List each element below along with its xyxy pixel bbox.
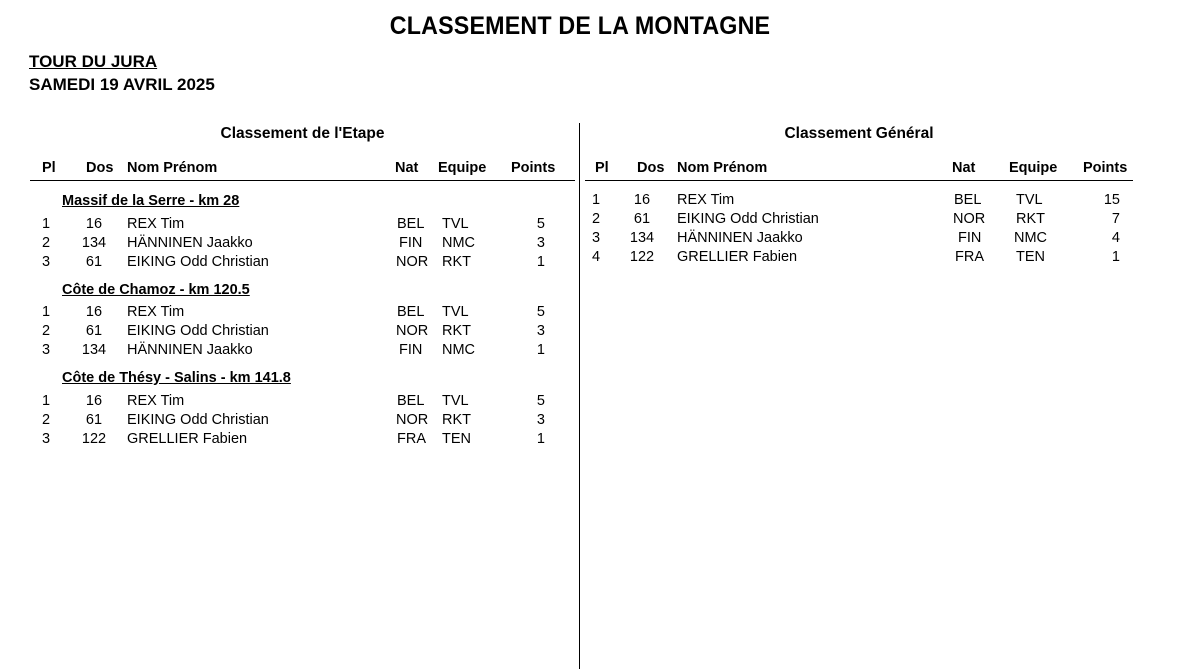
general-col-points: Points [1083, 160, 1128, 176]
result-nat: NOR [396, 254, 429, 270]
panel-divider [579, 123, 580, 669]
general-nat: BEL [954, 192, 982, 208]
general-nat: FIN [958, 230, 982, 246]
result-dos: 61 [85, 323, 103, 339]
stage-col-team: Equipe [438, 160, 487, 176]
result-nat: BEL [397, 216, 425, 232]
result-pl: 2 [42, 235, 51, 251]
result-name: REX Tim [127, 216, 185, 232]
general-header-divider [585, 180, 1133, 181]
result-points: 5 [536, 393, 545, 409]
result-name: HÄNNINEN Jaakko [127, 235, 253, 251]
result-dos: 16 [85, 304, 103, 320]
result-dos: 122 [81, 431, 107, 447]
result-nat: FRA [397, 431, 426, 447]
result-pl: 1 [42, 393, 51, 409]
result-nat: NOR [396, 412, 429, 428]
result-nat: FIN [399, 342, 423, 358]
result-name: EIKING Odd Christian [127, 323, 269, 339]
general-points: 15 [1103, 192, 1120, 208]
result-dos: 134 [81, 235, 107, 251]
stage-col-name: Nom Prénom [127, 160, 218, 176]
result-team: TVL [442, 393, 469, 409]
result-team: TVL [442, 216, 469, 232]
result-nat: BEL [397, 304, 425, 320]
general-classification-title: Classement Général [784, 125, 934, 142]
climb-heading: Côte de Chamoz - km 120.5 [62, 282, 250, 298]
result-team: NMC [442, 342, 476, 358]
general-name: HÄNNINEN Jaakko [677, 230, 803, 246]
stage-col-nat: Nat [395, 160, 419, 176]
result-dos: 61 [85, 412, 103, 428]
result-pl: 2 [42, 323, 51, 339]
result-pl: 3 [42, 254, 51, 270]
result-nat: BEL [397, 393, 425, 409]
climb-heading: Massif de la Serre - km 28 [62, 193, 240, 209]
general-dos: 16 [633, 192, 651, 208]
general-name: GRELLIER Fabien [677, 249, 798, 265]
general-nat: NOR [953, 211, 986, 227]
page-title: CLASSEMENT DE LA MONTAGNE [389, 12, 771, 40]
result-points: 3 [536, 235, 545, 251]
result-pl: 3 [42, 431, 51, 447]
result-pl: 3 [42, 342, 51, 358]
general-pl: 1 [592, 192, 601, 208]
result-name: HÄNNINEN Jaakko [127, 342, 253, 358]
result-team: TVL [442, 304, 469, 320]
general-col-name: Nom Prénom [677, 160, 768, 176]
result-name: REX Tim [127, 393, 185, 409]
result-points: 5 [536, 216, 545, 232]
general-team: TVL [1016, 192, 1043, 208]
climb-heading: Côte de Thésy - Salins - km 141.8 [62, 370, 291, 386]
general-pl: 2 [592, 211, 601, 227]
stage-classification-title: Classement de l'Etape [220, 125, 385, 142]
race-name: TOUR DU JURA [29, 52, 158, 71]
general-col-nat: Nat [952, 160, 976, 176]
result-team: RKT [442, 412, 471, 428]
result-points: 3 [536, 323, 545, 339]
general-name: EIKING Odd Christian [677, 211, 819, 227]
race-date: SAMEDI 19 AVRIL 2025 [29, 75, 215, 94]
general-col-team: Equipe [1009, 160, 1058, 176]
result-dos: 16 [85, 216, 103, 232]
result-points: 5 [536, 304, 545, 320]
result-pl: 1 [42, 216, 51, 232]
result-dos: 134 [81, 342, 107, 358]
general-team: NMC [1014, 230, 1048, 246]
result-points: 3 [536, 412, 545, 428]
general-col-pl: Pl [595, 160, 609, 176]
general-name: REX Tim [677, 192, 735, 208]
general-dos: 122 [629, 249, 655, 265]
result-team: NMC [442, 235, 476, 251]
result-team: TEN [442, 431, 471, 447]
result-name: EIKING Odd Christian [127, 412, 269, 428]
general-pl: 3 [592, 230, 601, 246]
result-points: 1 [536, 342, 545, 358]
general-dos: 61 [633, 211, 651, 227]
result-dos: 61 [85, 254, 103, 270]
general-team: TEN [1016, 249, 1045, 265]
general-pl: 4 [592, 249, 601, 265]
general-points: 1 [1111, 249, 1120, 265]
general-nat: FRA [955, 249, 984, 265]
stage-header-divider [30, 180, 575, 181]
result-pl: 2 [42, 412, 51, 428]
result-name: GRELLIER Fabien [127, 431, 248, 447]
result-team: RKT [442, 254, 471, 270]
result-nat: FIN [399, 235, 423, 251]
result-pl: 1 [42, 304, 51, 320]
general-points: 7 [1111, 211, 1120, 227]
result-name: EIKING Odd Christian [127, 254, 269, 270]
result-points: 1 [536, 431, 545, 447]
result-dos: 16 [85, 393, 103, 409]
result-nat: NOR [396, 323, 429, 339]
general-dos: 134 [629, 230, 655, 246]
result-team: RKT [442, 323, 471, 339]
stage-col-points: Points [511, 160, 556, 176]
stage-col-dos: Dos [86, 160, 114, 176]
general-points: 4 [1111, 230, 1120, 246]
result-name: REX Tim [127, 304, 185, 320]
general-col-dos: Dos [637, 160, 665, 176]
general-team: RKT [1016, 211, 1045, 227]
result-points: 1 [536, 254, 545, 270]
stage-col-pl: Pl [42, 160, 56, 176]
